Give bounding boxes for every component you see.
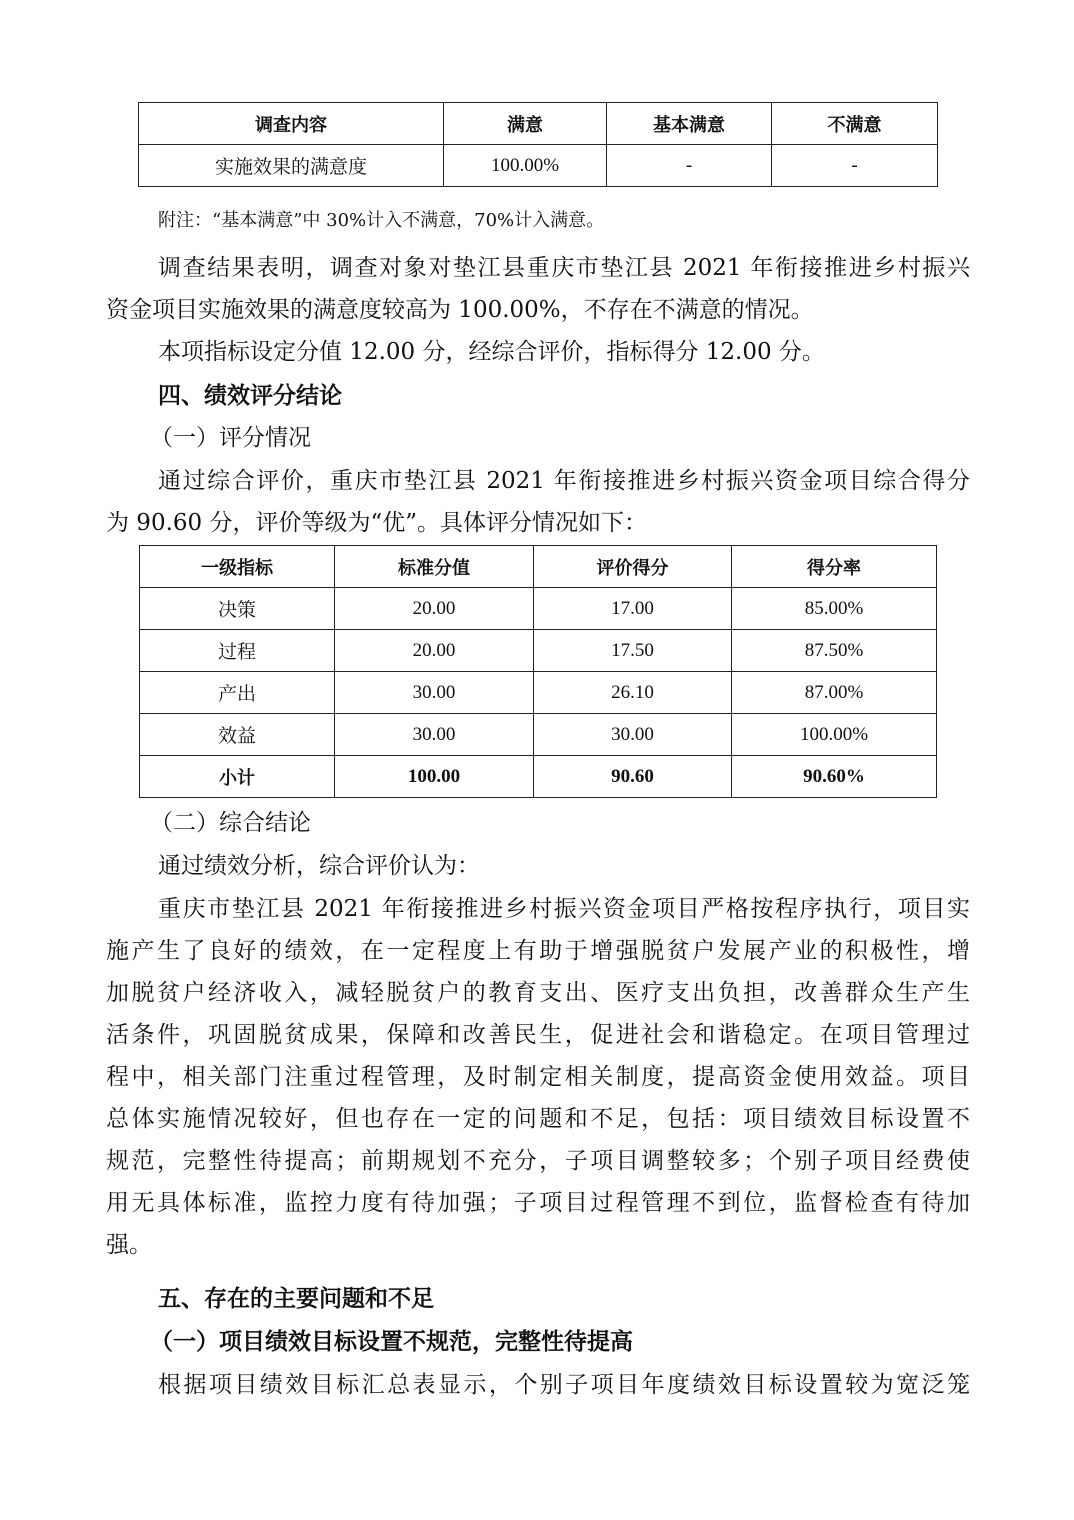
table-footnote: 附注：“基本满意”中 30%计入不满意，70%计入满意。 xyxy=(158,210,605,231)
paragraph-line: 通过综合评价，重庆市垫江县 2021 年衔接推进乡村振兴资金项目综合得分 xyxy=(158,468,970,494)
table-header-cell: 标准分值 xyxy=(335,546,534,588)
table-cell: 30.00 xyxy=(335,714,534,756)
table-row xyxy=(140,714,937,756)
table-cell: 20.00 xyxy=(335,630,534,672)
table-cell: 90.60% xyxy=(732,756,937,798)
table-cell: 26.10 xyxy=(534,672,732,714)
paragraph-line: 调查结果表明，调查对象对垫江县重庆市垫江县 2021 年衔接推进乡村振兴 xyxy=(158,255,970,281)
paragraph-line: 强。 xyxy=(106,1232,152,1258)
paragraph-line: 根据项目绩效目标汇总表显示，个别子项目年度绩效目标设置较为宽泛笼 xyxy=(158,1372,970,1398)
table-total-row xyxy=(140,756,937,798)
paragraph-line: 施产生了良好的绩效，在一定程度上有助于增强脱贫户发展产业的积极性，增 xyxy=(106,938,970,964)
subsection-heading: （一）评分情况 xyxy=(150,425,311,451)
table-header-cell: 满意 xyxy=(444,103,607,145)
table-cell: 17.50 xyxy=(534,630,732,672)
table-cell: 产出 xyxy=(140,672,335,714)
paragraph-line: 本项指标设定分值 12.00 分，经综合评价，指标得分 12.00 分。 xyxy=(158,339,825,365)
table-cell: 17.00 xyxy=(534,588,732,630)
table-cell: 90.60 xyxy=(534,756,732,798)
table-cell: - xyxy=(772,145,938,187)
table-header-cell: 一级指标 xyxy=(140,546,335,588)
table-cell: 30.00 xyxy=(335,672,534,714)
table-cell: 30.00 xyxy=(534,714,732,756)
table-header-cell: 不满意 xyxy=(772,103,938,145)
table-cell: 过程 xyxy=(140,630,335,672)
table-row xyxy=(140,630,937,672)
table-header-cell: 评价得分 xyxy=(534,546,732,588)
table-header-row xyxy=(140,546,937,588)
section-heading: 五、存在的主要问题和不足 xyxy=(158,1286,434,1312)
paragraph-line: 通过绩效分析，综合评价认为： xyxy=(158,853,480,879)
subsection-heading: （二）综合结论 xyxy=(150,810,311,836)
section-heading: 四、绩效评分结论 xyxy=(158,383,342,409)
table-header-cell: 基本满意 xyxy=(607,103,772,145)
table-row xyxy=(139,145,938,187)
paragraph-line: 总体实施情况较好，但也存在一定的问题和不足，包括：项目绩效目标设置不 xyxy=(106,1106,970,1132)
table-cell: 87.00% xyxy=(732,672,937,714)
table-cell: - xyxy=(607,145,772,187)
table-header-row xyxy=(139,103,938,145)
paragraph-line: 用无具体标准，监控力度有待加强；子项目过程管理不到位，监督检查有待加 xyxy=(106,1190,970,1216)
paragraph-line: 程中，相关部门注重过程管理，及时制定相关制度，提高资金使用效益。项目 xyxy=(106,1064,970,1090)
table-cell: 100.00 xyxy=(335,756,534,798)
paragraph-line: 活条件，巩固脱贫成果，保障和改善民生，促进社会和谐稳定。在项目管理过 xyxy=(106,1022,970,1048)
table-cell: 小计 xyxy=(140,756,335,798)
table-cell: 87.50% xyxy=(732,630,937,672)
paragraph-line: 重庆市垫江县 2021 年衔接推进乡村振兴资金项目严格按程序执行，项目实 xyxy=(158,896,970,922)
table-header-cell: 调查内容 xyxy=(139,103,444,145)
table-cell: 实施效果的满意度 xyxy=(139,145,444,187)
table-cell: 20.00 xyxy=(335,588,534,630)
paragraph-line: 资金项目实施效果的满意度较高为 100.00%，不存在不满意的情况。 xyxy=(106,297,814,323)
score-summary-table xyxy=(139,545,937,798)
table-header-cell: 得分率 xyxy=(732,546,937,588)
table-cell: 决策 xyxy=(140,588,335,630)
paragraph-line: 为 90.60 分，评价等级为“优”。具体评分情况如下： xyxy=(106,510,647,536)
paragraph-line: 规范，完整性待提高；前期规划不充分，子项目调整较多；个别子项目经费使 xyxy=(106,1148,970,1174)
table-cell: 100.00% xyxy=(444,145,607,187)
satisfaction-survey-table xyxy=(138,102,938,187)
table-cell: 85.00% xyxy=(732,588,937,630)
table-cell: 100.00% xyxy=(732,714,937,756)
table-cell: 效益 xyxy=(140,714,335,756)
table-row xyxy=(140,588,937,630)
subsection-heading: （一）项目绩效目标设置不规范，完整性待提高 xyxy=(150,1328,633,1355)
paragraph-line: 加脱贫户经济收入，减轻脱贫户的教育支出、医疗支出负担，改善群众生产生 xyxy=(106,980,970,1006)
table-row xyxy=(140,672,937,714)
